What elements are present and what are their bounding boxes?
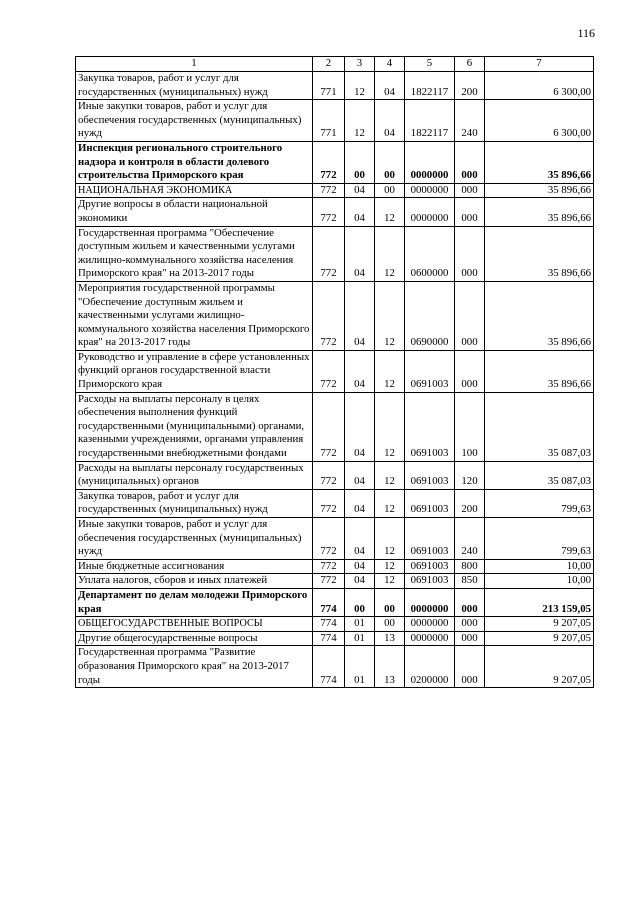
header-col-4: 4 [375,57,405,72]
row-expense-type-cell: 000 [455,198,485,226]
row-section-code-cell: 04 [345,392,375,461]
row-subsection-code-cell: 13 [375,646,405,688]
row-expense-type-cell: 000 [455,350,485,392]
row-subsection-code-cell: 12 [375,559,405,574]
row-section-code-cell: 12 [345,100,375,142]
row-subsection-code-cell: 13 [375,631,405,646]
row-target-code-cell: 0000000 [405,198,455,226]
row-name-cell: Мероприятия государственной программы "Обеспечение доступным жильем и качественными услугами жилищно-коммунального хозяйства населения Приморского края" на 2013-2017 годы [76,281,313,350]
row-name-cell: Государственная программа "Развитие образования Приморского края" на 2013-2017 годы [76,646,313,688]
row-section-code-cell: 04 [345,574,375,589]
row-target-code-cell: 0691003 [405,461,455,489]
row-expense-type-cell: 800 [455,559,485,574]
row-name-cell: ОБЩЕГОСУДАРСТВЕННЫЕ ВОПРОСЫ [76,617,313,632]
row-section-code-cell: 04 [345,183,375,198]
row-target-code-cell: 0000000 [405,617,455,632]
row-target-code-cell: 0000000 [405,588,455,616]
budget-table-body [76,57,594,688]
row-expense-type-cell: 100 [455,392,485,461]
row-amount-cell: 799,63 [485,518,594,560]
row-target-code-cell: 0691003 [405,392,455,461]
row-section-code-cell: 01 [345,646,375,688]
row-section-code-cell: 04 [345,559,375,574]
row-subsection-code-cell: 04 [375,100,405,142]
budget-table [75,56,594,688]
row-ministry-code-cell: 771 [313,72,345,100]
row-section-code-cell: 04 [345,226,375,281]
row-name-cell: Иные бюджетные ассигнования [76,559,313,574]
row-target-code-cell: 0691003 [405,518,455,560]
page-number: 116 [577,26,595,40]
row-subsection-code-cell: 00 [375,141,405,183]
row-section-code-cell: 04 [345,198,375,226]
table-row [76,461,594,489]
row-amount-cell: 35 896,66 [485,350,594,392]
row-subsection-code-cell: 12 [375,518,405,560]
row-ministry-code-cell: 774 [313,588,345,616]
row-subsection-code-cell: 12 [375,489,405,517]
row-subsection-code-cell: 04 [375,72,405,100]
table-row [76,281,594,350]
row-amount-cell: 35 087,03 [485,461,594,489]
row-name-cell: Расходы на выплаты персоналу в целях обеспечения выполнения функций государственными (муниципальными) органами, казенными учреждениями, органами управления государственными внебюджетными фондами [76,392,313,461]
row-name-cell: Закупка товаров, работ и услуг для государственных (муниципальных) нужд [76,489,313,517]
row-name-cell: Уплата налогов, сборов и иных платежей [76,574,313,589]
row-subsection-code-cell: 12 [375,574,405,589]
row-amount-cell: 35 896,66 [485,226,594,281]
row-expense-type-cell: 000 [455,281,485,350]
row-subsection-code-cell: 00 [375,588,405,616]
row-ministry-code-cell: 772 [313,350,345,392]
row-subsection-code-cell: 12 [375,226,405,281]
row-section-code-cell: 04 [345,518,375,560]
row-subsection-code-cell: 12 [375,281,405,350]
table-row [76,631,594,646]
row-expense-type-cell: 240 [455,100,485,142]
row-expense-type-cell: 000 [455,226,485,281]
row-target-code-cell: 0000000 [405,183,455,198]
row-subsection-code-cell: 12 [375,392,405,461]
row-section-code-cell: 01 [345,617,375,632]
row-section-code-cell: 04 [345,350,375,392]
row-name-cell: Закупка товаров, работ и услуг для государственных (муниципальных) нужд [76,72,313,100]
row-target-code-cell: 0691003 [405,350,455,392]
table-row [76,183,594,198]
row-target-code-cell: 0691003 [405,574,455,589]
row-name-cell: Руководство и управление в сфере установленных функций органов государственной власти Приморского края [76,350,313,392]
row-section-code-cell: 04 [345,489,375,517]
row-target-code-cell: 0600000 [405,226,455,281]
row-expense-type-cell: 240 [455,518,485,560]
table-row [76,518,594,560]
row-expense-type-cell: 000 [455,646,485,688]
table-row [76,617,594,632]
row-amount-cell: 10,00 [485,574,594,589]
header-col-7: 7 [485,57,594,72]
row-target-code-cell: 0691003 [405,559,455,574]
table-row [76,198,594,226]
row-amount-cell: 35 896,66 [485,281,594,350]
table-row [76,392,594,461]
row-ministry-code-cell: 772 [313,183,345,198]
table-row [76,226,594,281]
table-row [76,559,594,574]
table-row [76,141,594,183]
row-name-cell: Другие вопросы в области национальной экономики [76,198,313,226]
row-name-cell: Расходы на выплаты персоналу государственных (муниципальных) органов [76,461,313,489]
row-target-code-cell: 0000000 [405,141,455,183]
row-target-code-cell: 0200000 [405,646,455,688]
row-amount-cell: 35 896,66 [485,141,594,183]
row-ministry-code-cell: 774 [313,617,345,632]
row-expense-type-cell: 000 [455,631,485,646]
table-row [76,588,594,616]
table-row [76,72,594,100]
row-amount-cell: 9 207,05 [485,631,594,646]
row-section-code-cell: 04 [345,461,375,489]
row-amount-cell: 9 207,05 [485,617,594,632]
row-target-code-cell: 0000000 [405,631,455,646]
table-header-row [76,57,594,72]
row-ministry-code-cell: 772 [313,392,345,461]
row-ministry-code-cell: 772 [313,489,345,517]
row-expense-type-cell: 850 [455,574,485,589]
row-ministry-code-cell: 772 [313,518,345,560]
row-target-code-cell: 0691003 [405,489,455,517]
row-section-code-cell: 00 [345,588,375,616]
table-row [76,574,594,589]
header-col-1: 1 [76,57,313,72]
row-subsection-code-cell: 12 [375,198,405,226]
row-section-code-cell: 04 [345,281,375,350]
row-amount-cell: 9 207,05 [485,646,594,688]
row-target-code-cell: 1822117 [405,72,455,100]
row-name-cell: Департамент по делам молодежи Приморского края [76,588,313,616]
row-amount-cell: 35 896,66 [485,198,594,226]
row-ministry-code-cell: 772 [313,226,345,281]
row-amount-cell: 6 300,00 [485,72,594,100]
row-ministry-code-cell: 774 [313,631,345,646]
table-row [76,100,594,142]
row-amount-cell: 799,63 [485,489,594,517]
row-name-cell: НАЦИОНАЛЬНАЯ ЭКОНОМИКА [76,183,313,198]
row-target-code-cell: 0690000 [405,281,455,350]
row-target-code-cell: 1822117 [405,100,455,142]
row-subsection-code-cell: 00 [375,617,405,632]
row-subsection-code-cell: 00 [375,183,405,198]
row-amount-cell: 35 896,66 [485,183,594,198]
row-ministry-code-cell: 772 [313,198,345,226]
row-expense-type-cell: 000 [455,617,485,632]
row-name-cell: Иные закупки товаров, работ и услуг для обеспечения государственных (муниципальных) нужд [76,518,313,560]
row-expense-type-cell: 200 [455,489,485,517]
row-name-cell: Другие общегосударственные вопросы [76,631,313,646]
row-ministry-code-cell: 774 [313,646,345,688]
row-name-cell: Инспекция регионального строительного надзора и контроля в области долевого строительства Приморского края [76,141,313,183]
row-amount-cell: 6 300,00 [485,100,594,142]
header-col-3: 3 [345,57,375,72]
row-section-code-cell: 00 [345,141,375,183]
row-ministry-code-cell: 772 [313,559,345,574]
row-ministry-code-cell: 772 [313,281,345,350]
header-col-6: 6 [455,57,485,72]
row-name-cell: Иные закупки товаров, работ и услуг для обеспечения государственных (муниципальных) нужд [76,100,313,142]
row-ministry-code-cell: 772 [313,141,345,183]
row-expense-type-cell: 000 [455,183,485,198]
row-amount-cell: 10,00 [485,559,594,574]
header-col-5: 5 [405,57,455,72]
row-ministry-code-cell: 772 [313,461,345,489]
table-row [76,489,594,517]
row-ministry-code-cell: 772 [313,574,345,589]
header-col-2: 2 [313,57,345,72]
row-name-cell: Государственная программа "Обеспечение доступным жильем и качественными услугами жилищно-коммунального хозяйства населения Приморского края" на 2013-2017 годы [76,226,313,281]
row-subsection-code-cell: 12 [375,350,405,392]
row-ministry-code-cell: 771 [313,100,345,142]
row-expense-type-cell: 120 [455,461,485,489]
table-row [76,646,594,688]
row-expense-type-cell: 000 [455,588,485,616]
table-row [76,350,594,392]
row-expense-type-cell: 200 [455,72,485,100]
row-amount-cell: 35 087,03 [485,392,594,461]
row-amount-cell: 213 159,05 [485,588,594,616]
row-expense-type-cell: 000 [455,141,485,183]
row-section-code-cell: 12 [345,72,375,100]
row-section-code-cell: 01 [345,631,375,646]
row-subsection-code-cell: 12 [375,461,405,489]
